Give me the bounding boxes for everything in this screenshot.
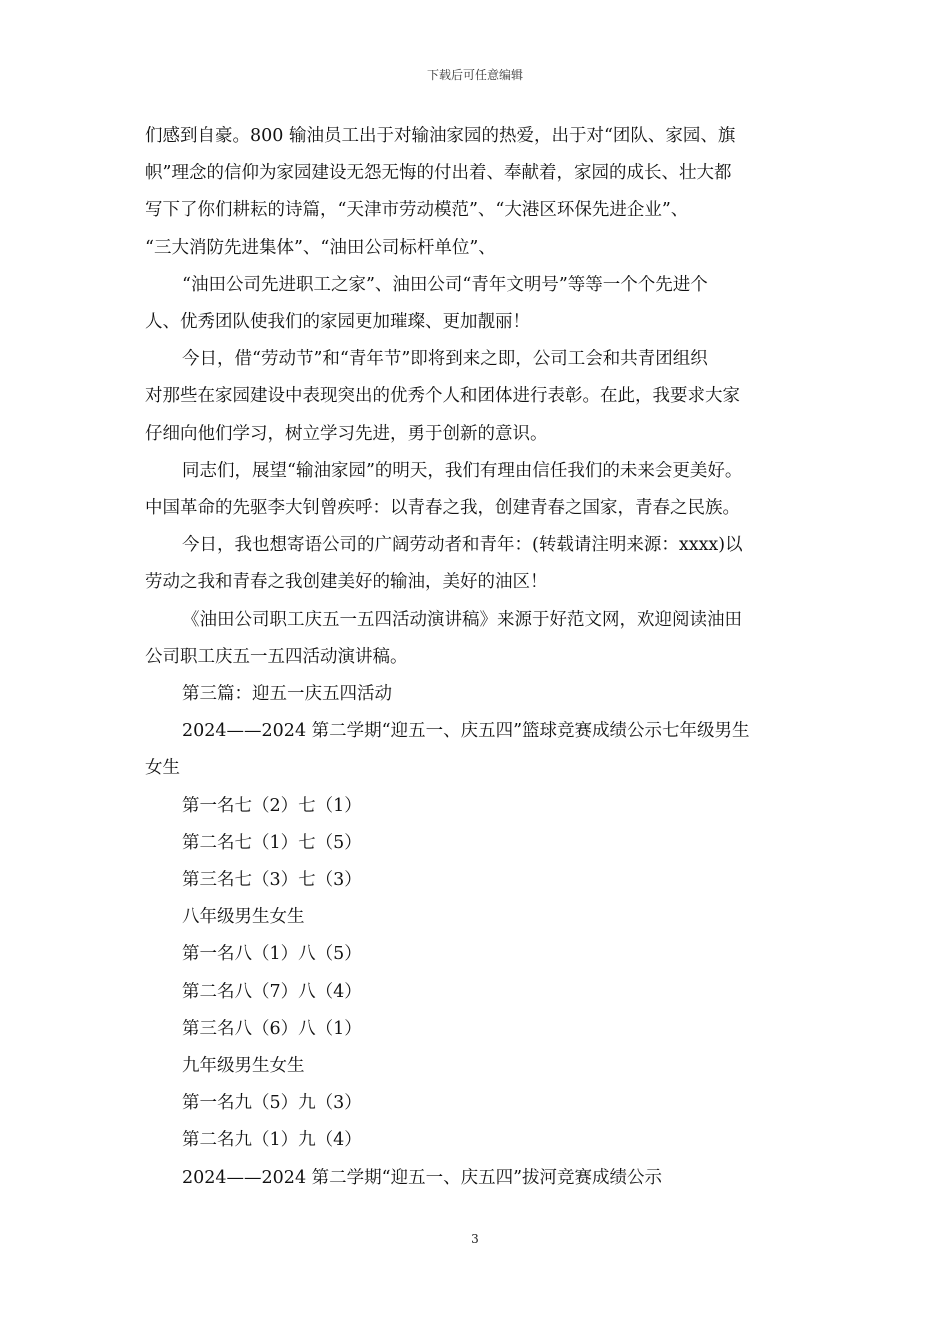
- text-line: 今日，借“劳动节”和“青年节”即将到来之即，公司工会和共青团组织: [182, 349, 708, 370]
- text-line: 仔细向他们学习，树立学习先进，勇于创新的意识。: [145, 423, 548, 444]
- result-line: [145, 1122, 820, 1159]
- text-line: 第二名七（1）七（5）: [182, 832, 362, 853]
- section-heading: [145, 676, 820, 713]
- result-line: [145, 1085, 820, 1122]
- page-header: 下载后可任意编辑: [426, 68, 523, 82]
- text-line: “油田公司先进职工之家”、油田公司“青年文明号”等等一个个先进个: [182, 274, 708, 295]
- text-line: 第一名八（1）八（5）: [182, 944, 362, 965]
- result-line: [145, 1011, 820, 1048]
- text-line: 今日，我也想寄语公司的广阔劳动者和青年：(转载请注明来源：xxxx)以: [182, 535, 743, 556]
- text-line: 第一名七（2）七（1）: [182, 795, 362, 816]
- text-line: 2024——2024 第二学期“迎五一、庆五四”篮球竞赛成绩公示七年级男生: [182, 721, 750, 742]
- text-line: 2024——2024 第二学期“迎五一、庆五四”拔河竞赛成绩公示: [182, 1167, 663, 1188]
- result-line: [145, 862, 820, 899]
- paragraph: [145, 453, 820, 527]
- grade-heading: [145, 1048, 820, 1085]
- paragraph: [145, 341, 820, 453]
- result-line: [145, 788, 820, 825]
- text-line: 中国革命的先驱李大钊曾疾呼：以青春之我，创建青春之国家，青春之民族。: [145, 498, 740, 519]
- text-line: 人、优秀团队使我们的家园更加璀璨、更加靓丽！: [145, 312, 530, 333]
- text-line: 写下了你们耕耘的诗篇，“天津市劳动模范”、“大港区环保先进企业”、: [145, 200, 689, 221]
- paragraph: [145, 602, 820, 676]
- text-line: 对那些在家园建设中表现突出的优秀个人和团体进行表彰。在此，我要求大家: [145, 386, 740, 407]
- document-body: [145, 118, 820, 1197]
- text-line: “三大消防先进集体”、“油田公司标杆单位”、: [145, 237, 496, 258]
- text-line: 九年级男生女生: [182, 1056, 305, 1077]
- text-line: 同志们，展望“输油家园”的明天，我们有理由信任我们的未来会更美好。: [182, 460, 743, 481]
- text-line: 公司职工庆五一五四活动演讲稿。: [145, 646, 408, 667]
- grade-heading: [145, 899, 820, 936]
- text-line: 《油田公司职工庆五一五四活动演讲稿》来源于好范文网，欢迎阅读油田: [182, 609, 742, 630]
- result-line: [145, 936, 820, 973]
- text-line: 八年级男生女生: [182, 907, 305, 928]
- paragraph: [145, 118, 820, 267]
- paragraph: [145, 267, 820, 341]
- page-number: 3: [471, 1232, 479, 1246]
- text-line: 女生: [145, 758, 180, 779]
- result-line: [145, 974, 820, 1011]
- paragraph: [145, 527, 820, 601]
- paragraph: [145, 1160, 820, 1197]
- text-line: 劳动之我和青春之我创建美好的输油，美好的油区！: [145, 572, 548, 593]
- text-line: 们感到自豪。800 输油员工出于对输油家园的热爱，出于对“团队、家园、旗: [145, 126, 736, 146]
- paragraph: [145, 713, 820, 787]
- text-line: 第二名九（1）九（4）: [182, 1130, 362, 1151]
- text-line: 第三篇：迎五一庆五四活动: [182, 684, 392, 705]
- text-line: 第一名九（5）九（3）: [182, 1093, 362, 1114]
- result-line: [145, 825, 820, 862]
- text-line: 第三名八（6）八（1）: [182, 1018, 362, 1039]
- text-line: 第二名八（7）八（4）: [182, 981, 362, 1002]
- text-line: 帜”理念的信仰为家园建设无怨无悔的付出着、奉献着，家园的成长、壮大都: [145, 163, 732, 184]
- text-line: 第三名七（3）七（3）: [182, 870, 362, 891]
